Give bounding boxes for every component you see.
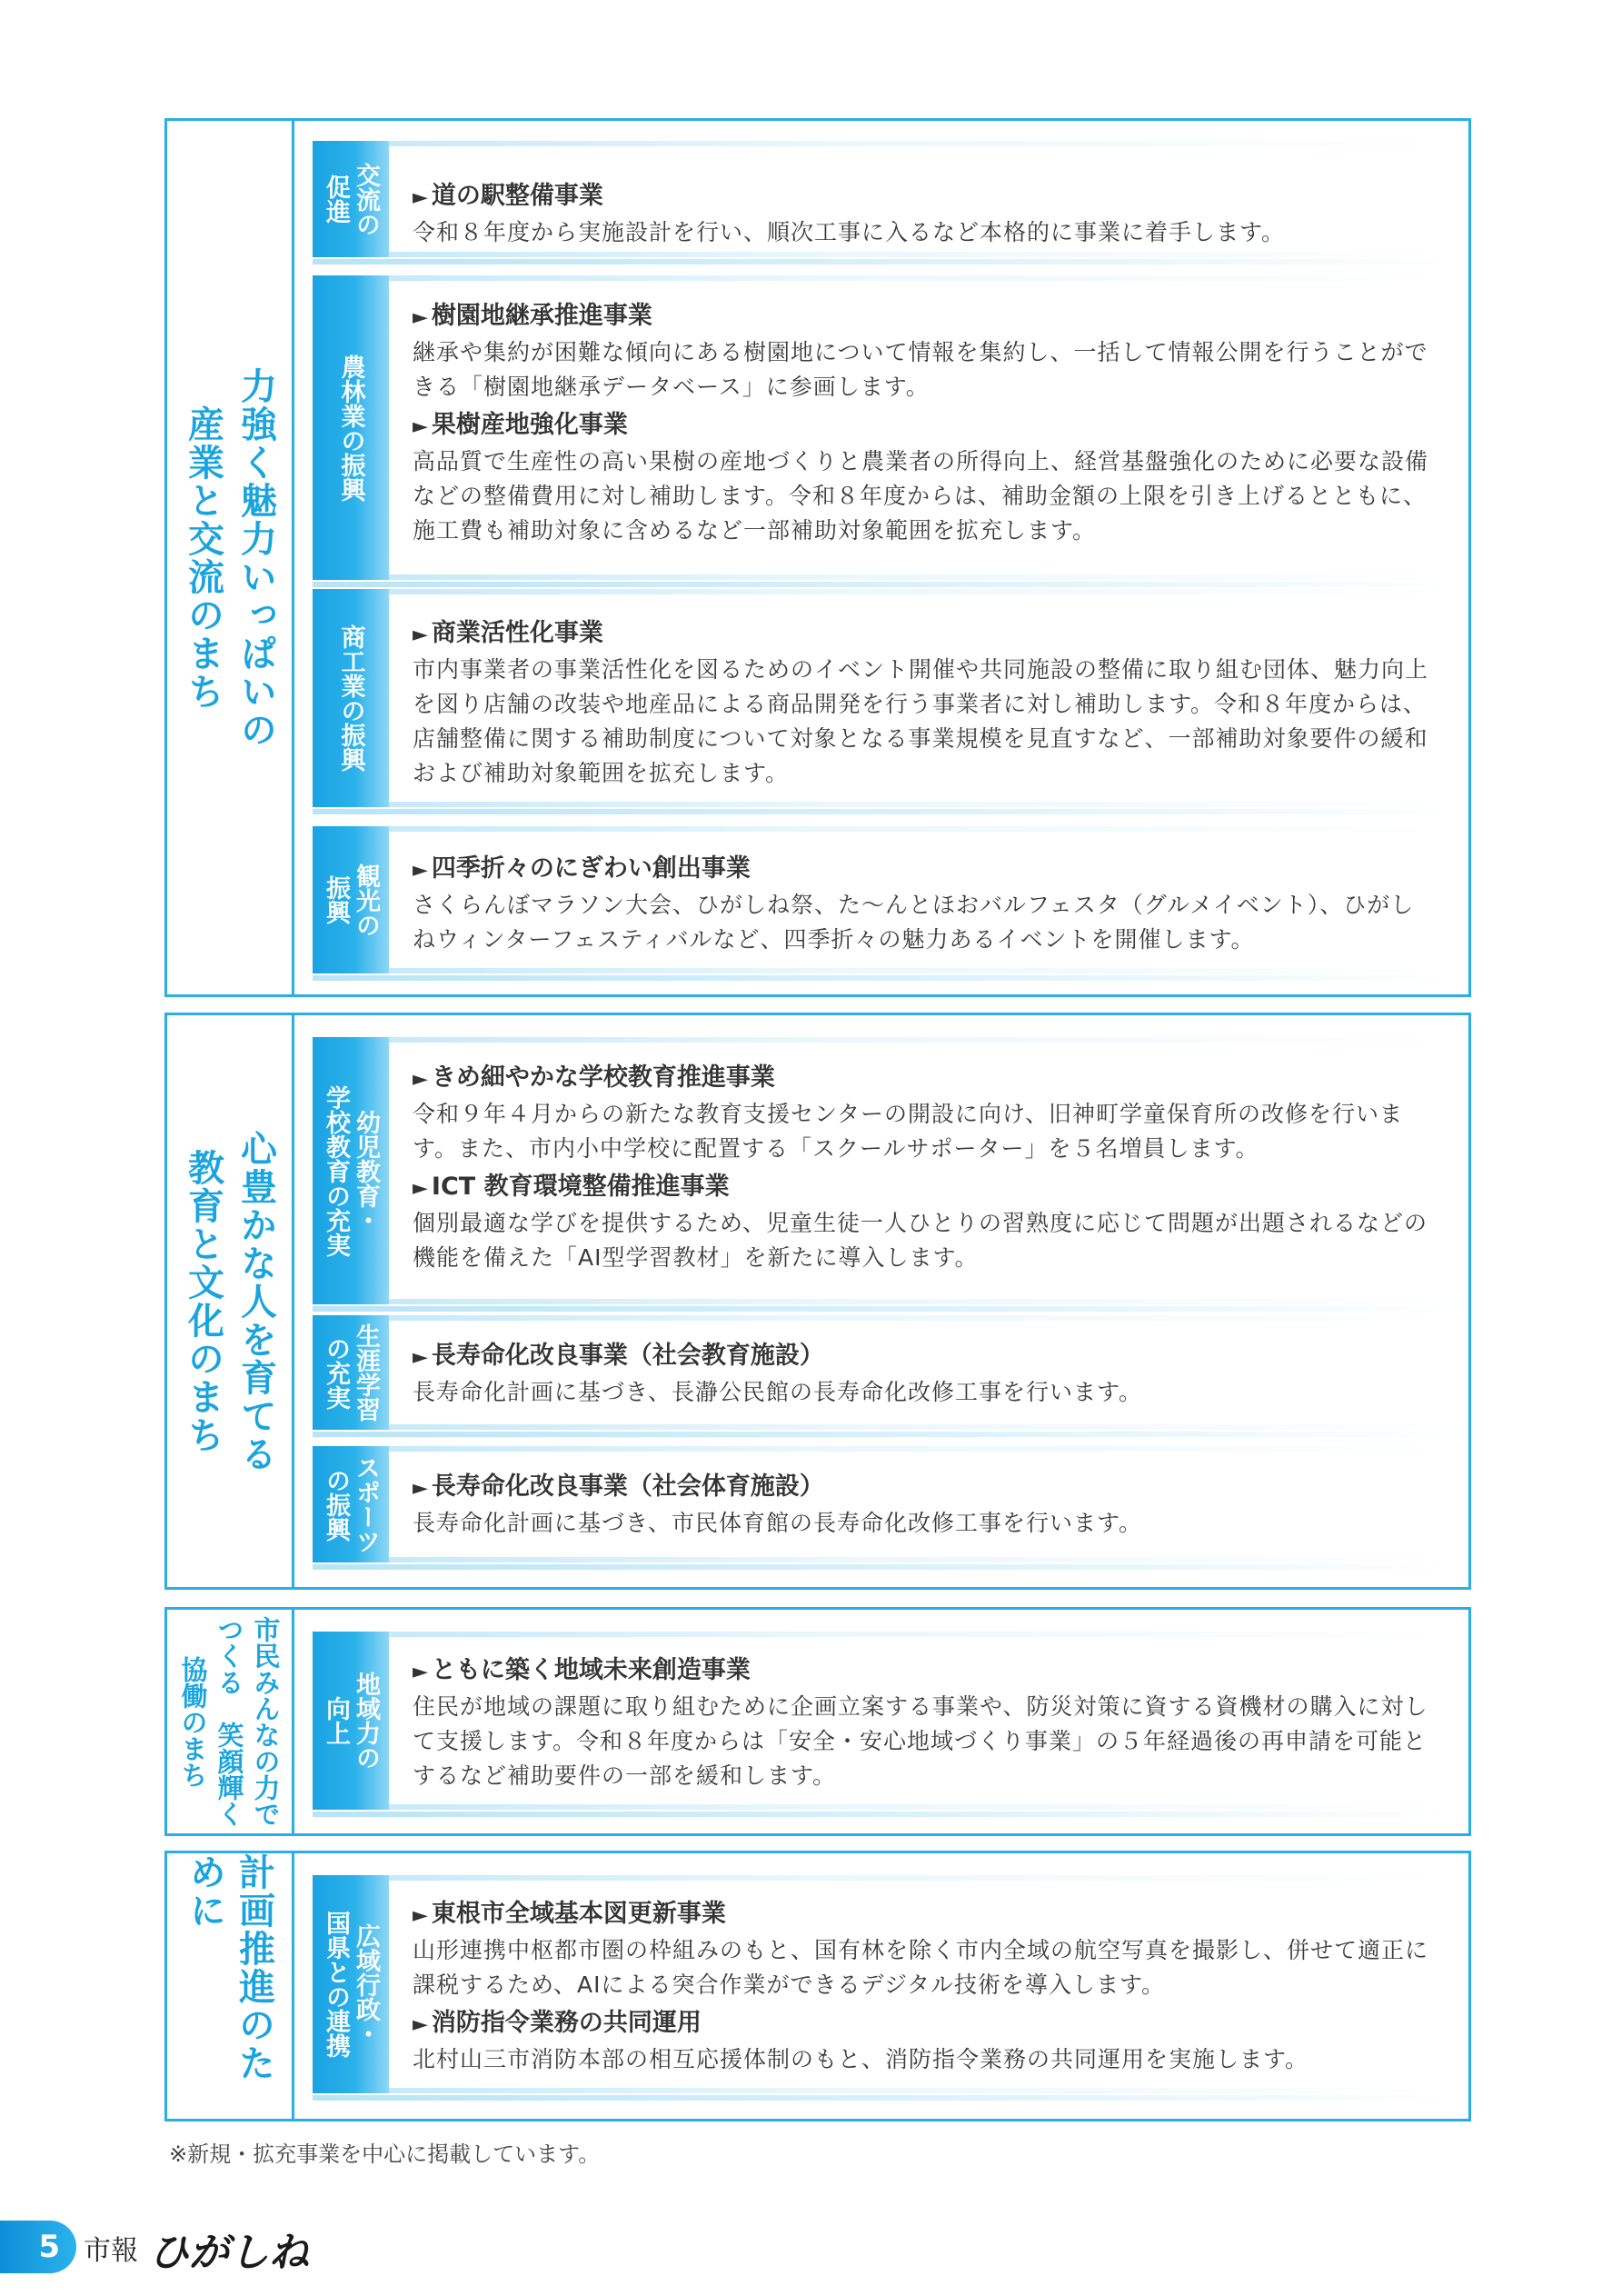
item-body: 継承や集約が困難な傾向にある樹園地について情報を集約し、一括して情報公開を行うことができる「樹園地継承データベース」に参画します。	[413, 339, 1428, 400]
triangle-icon: ►	[413, 2013, 428, 2036]
row-sports	[313, 1446, 1456, 1562]
triangle-icon: ►	[413, 1346, 428, 1369]
row-exchange	[313, 141, 1456, 257]
item-body: 住民が地域の課題に取り組むために企画立案する事業や、防災対策に資する資機材の購入に対して支援します。令和８年度からは「安全・安心地域づくり事業」の５年経過後の再申請を可能とするなど補助要件の一部を緩和します。	[413, 1693, 1428, 1789]
section-title-line: 教育と文化のまち	[182, 1148, 224, 1454]
list-item	[413, 1897, 1438, 2002]
section-title-line: 産業と交流のまち	[182, 404, 224, 711]
row-label-line: 農林業の振興	[336, 354, 365, 502]
row-label-line: 幼児教育・	[352, 1109, 380, 1233]
list-item	[413, 1061, 1438, 1166]
triangle-icon: ►	[413, 1661, 428, 1683]
item-title: ► 道の駅整備事業	[413, 182, 603, 210]
item-body: 個別最適な学びを提供するため、児童生徒一人ひとりの習熟度に応じて問題が出題されるなどの機能を備えた「AI型学習教材」を新たに導入します。	[413, 1210, 1428, 1271]
footnote: ※新規・拡充事業を中心に掲載しています。	[169, 2141, 601, 2167]
row-community	[313, 1632, 1456, 1810]
triangle-icon: ►	[413, 1904, 428, 1927]
triangle-icon: ►	[413, 186, 428, 209]
section-industry	[164, 118, 1471, 997]
row-label	[313, 1446, 389, 1562]
row-label	[313, 1315, 389, 1430]
item-title: ► ICT 教育環境整備推進事業	[413, 1173, 730, 1201]
list-item	[413, 1653, 1438, 1793]
row-agriculture	[313, 275, 1456, 580]
section-title-line: 心豊かな人を育てる	[234, 1129, 277, 1473]
item-body: 市内事業者の事業活性化を図るためのイベント開催や共同施設の整備に取り組む団体、魅力向上を図り店舗の改装や地産品による商品開発を行う事業者に対し補助します。令和８年度からは、店舗整備に関する補助制度について対象となる事業規模を見直すなど、一部補助対象要件の緩和および補助対象範囲を拡充します。	[413, 656, 1429, 786]
row-label-line: 向上	[322, 1696, 350, 1745]
row-label-line: 商工業の振興	[336, 624, 365, 772]
row-label-line: 交流の	[352, 162, 380, 236]
row-regional-admin	[313, 1875, 1456, 2093]
section-title	[167, 1015, 294, 1587]
item-body: 長寿命化計画に基づき、長瀞公民館の長寿命化改修工事を行います。	[413, 1379, 1143, 1405]
section-title	[167, 121, 294, 994]
row-label-line: 促進	[322, 175, 350, 224]
triangle-icon: ►	[413, 1177, 428, 1200]
section-collaboration	[164, 1607, 1471, 1836]
item-title: ► 東根市全域基本図更新事業	[413, 1900, 726, 1928]
item-title: ► 長寿命化改良事業（社会教育施設）	[413, 1342, 824, 1370]
item-title: ► 果樹産地強化事業	[413, 411, 628, 439]
row-commerce	[313, 589, 1456, 807]
item-body: 高品質で生産性の高い果樹の産地づくりと農業者の所得向上、経営基盤強化のために必要な設備などの整備費用に対し補助します。令和８年度からは、補助金額の上限を引き上げるとともに、施工費も補助対象に含めるなど一部補助対象範囲を拡充します。	[413, 448, 1429, 544]
row-label	[313, 826, 389, 973]
item-title: ► 長寿命化改良事業（社会体育施設）	[413, 1472, 824, 1501]
row-label	[313, 141, 389, 257]
section-title	[167, 1610, 294, 1833]
section-education	[164, 1013, 1471, 1590]
row-label-line: 広域行政・	[352, 1922, 380, 2046]
triangle-icon: ►	[413, 415, 428, 438]
row-label	[313, 275, 389, 580]
list-item	[413, 2006, 1438, 2077]
section-title	[167, 1853, 294, 2119]
publication-logo	[145, 2215, 309, 2279]
section-title-line: 協働のまち	[177, 1655, 209, 1788]
list-item	[413, 1470, 1438, 1541]
row-tourism	[313, 826, 1456, 973]
triangle-icon: ►	[413, 1477, 428, 1500]
item-title: ► ともに築く地域未来創造事業	[413, 1656, 751, 1684]
list-item	[413, 299, 1438, 404]
item-title: ► 樹園地継承推進事業	[413, 302, 652, 330]
row-label-line: 学校教育の充実	[322, 1084, 350, 1257]
list-item	[413, 1339, 1438, 1410]
row-label-line: 国県との連携	[322, 1911, 350, 2058]
row-label	[313, 1632, 389, 1810]
row-label-line: 生涯学習	[352, 1323, 380, 1422]
item-body: 令和８年度から実施設計を行い、順次工事に入るなど本格的に事業に着手します。	[413, 219, 1286, 245]
row-label-line: の振興	[322, 1467, 350, 1542]
item-body: 長寿命化計画に基づき、市民体育館の長寿命化改修工事を行います。	[413, 1510, 1143, 1536]
section-title-line: 市民みんなの力で	[250, 1616, 282, 1827]
section-plan	[164, 1851, 1471, 2121]
item-title: ► きめ細やかな学校教育推進事業	[413, 1063, 775, 1092]
publication-label: 市報	[84, 2235, 138, 2267]
row-label-line: スポーツ	[352, 1455, 380, 1553]
list-item	[413, 408, 1438, 548]
item-body: 北村山三市消防本部の相互応援体制のもと、消防指令業務の共同運用を実施します。	[413, 2046, 1309, 2072]
section-title-line: 計画推進のために	[184, 1853, 275, 2082]
triangle-icon: ►	[413, 1068, 428, 1091]
row-label	[313, 589, 389, 807]
item-title: ► 四季折々のにぎわい創出事業	[413, 854, 751, 883]
list-item	[413, 1170, 1438, 1275]
item-body: さくらんぼマラソン大会、ひがしね祭、た～んとほおバルフェスタ（グルメイベント）、ひがしねウィンターフェスティバルなど、四季折々の魅力あるイベントを開催します。	[413, 892, 1415, 953]
row-label-line: 地域力の	[352, 1672, 380, 1770]
item-title: ► 商業活性化事業	[413, 619, 603, 647]
row-label-line: の充実	[322, 1335, 350, 1410]
section-title-line: つくる 笑顔輝く	[214, 1616, 245, 1827]
row-label-line: 観光の	[352, 863, 380, 937]
triangle-icon: ►	[413, 306, 428, 329]
page-number: 5	[0, 2221, 76, 2273]
item-body: 令和９年４月からの新たな教育支援センターの開設に向け、旧神町学童保育所の改修を行います。また、市内小中学校に配置する「スクールサポーター」を５名増員します。	[413, 1101, 1404, 1162]
item-body: 山形連携中枢都市圏の枠組みのもと、国有林を除く市内全域の航空写真を撮影し、併せて適正に課税するため、AIによる突合作業ができるデジタル技術を導入します。	[413, 1937, 1429, 1998]
list-item	[413, 616, 1438, 791]
section-title-line: 力強く魅力いっぱいの	[234, 366, 277, 749]
list-item	[413, 179, 1438, 250]
svg-text:ひがしね: ひがしね	[149, 2230, 309, 2276]
row-label	[313, 1037, 389, 1304]
item-title: ► 消防指令業務の共同運用	[413, 2009, 702, 2037]
row-label	[313, 1875, 389, 2093]
row-lifelong-learning	[313, 1315, 1456, 1430]
row-school-education	[313, 1037, 1456, 1304]
list-item	[413, 852, 1438, 957]
triangle-icon: ►	[413, 624, 428, 646]
triangle-icon: ►	[413, 859, 428, 882]
row-label-line: 振興	[322, 875, 350, 924]
page-footer	[0, 2221, 309, 2276]
